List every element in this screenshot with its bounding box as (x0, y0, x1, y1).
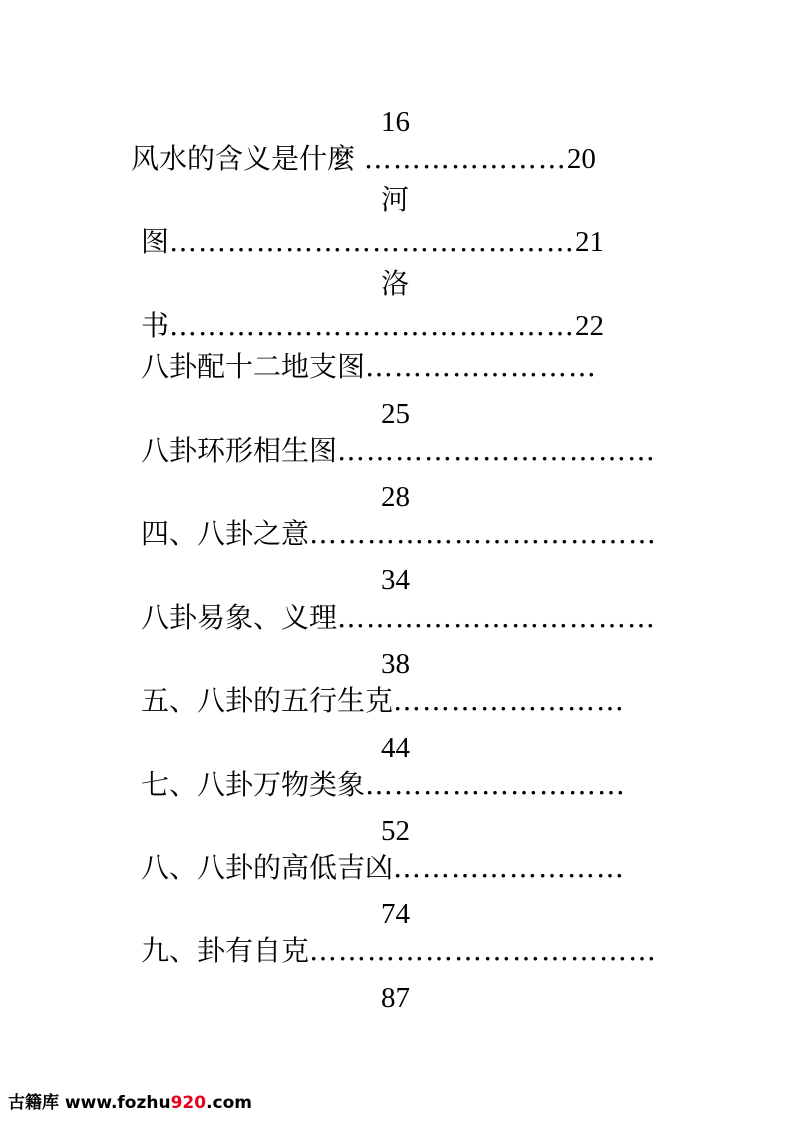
toc-entry-title: 八、八卦的高低吉凶 (141, 851, 394, 884)
site-url-suffix: .com (206, 1093, 253, 1113)
toc-entry-title: 五、八卦的五行生克 (141, 684, 394, 717)
page-number: 52 (381, 815, 410, 847)
toc-entry (141, 514, 657, 554)
toc-entry (141, 222, 604, 262)
toc-entry (141, 431, 656, 471)
site-url-number: 920 (170, 1093, 207, 1113)
toc-leader-dots: …………………………………… (169, 225, 576, 258)
page-number: 44 (381, 732, 410, 764)
toc-leader-dots: …………………… (393, 684, 626, 717)
toc-leader-dots: …………………… (393, 851, 626, 884)
toc-entry-title: 河 (381, 183, 410, 216)
page-number: 20 (566, 143, 596, 175)
toc-leader-dots: ……………………………… (309, 934, 658, 967)
site-name: 古籍库 (8, 1093, 59, 1113)
toc-entry-title: 七、八卦万物类象 (141, 768, 366, 801)
toc-leader-dots: …………………………………… (169, 309, 576, 342)
page-number: 16 (381, 106, 410, 138)
toc-entry (141, 931, 657, 971)
toc-entry-title: 八卦配十二地支图 (141, 350, 366, 383)
page-number: 38 (381, 648, 410, 680)
toc-entry (141, 765, 626, 805)
toc-entry-title: 风水的含义是什麼 (131, 142, 356, 175)
watermark-footer (8, 1088, 252, 1113)
toc-entry-title: 八卦环形相生图 (141, 434, 338, 467)
toc-leader-dots: …………………………… (337, 601, 657, 634)
page-number: 25 (381, 398, 410, 430)
toc-entry-title: 洛 (381, 267, 410, 300)
toc-leader-dots: ……………………… (365, 768, 627, 801)
toc-entry (141, 306, 604, 346)
toc-entry-title: 图 (141, 225, 170, 258)
toc-entry (131, 139, 596, 179)
toc-entry-title: 书 (141, 309, 170, 342)
toc-entry (141, 598, 656, 638)
toc-entry (141, 681, 625, 721)
toc-leader-dots: …………………………… (337, 434, 657, 467)
toc-entry-title: 八卦易象、义理 (141, 601, 338, 634)
toc-leader-dots: ………………… (363, 142, 567, 175)
site-url-prefix: www.fozhu (64, 1093, 171, 1113)
toc-leader-dots: ……………………………… (309, 517, 658, 550)
page-number: 28 (381, 481, 410, 513)
page-number: 87 (381, 982, 410, 1014)
toc-entry (141, 848, 625, 888)
toc-leader-dots: …………………… (365, 350, 598, 383)
page-number: 34 (381, 564, 410, 596)
toc-entry-title: 四、八卦之意 (141, 517, 310, 550)
page-number: 74 (381, 898, 410, 930)
toc-entry-title: 九、卦有自克 (141, 934, 310, 967)
page-number: 21 (575, 226, 605, 258)
page-number: 22 (575, 310, 605, 342)
toc-entry (141, 347, 597, 387)
